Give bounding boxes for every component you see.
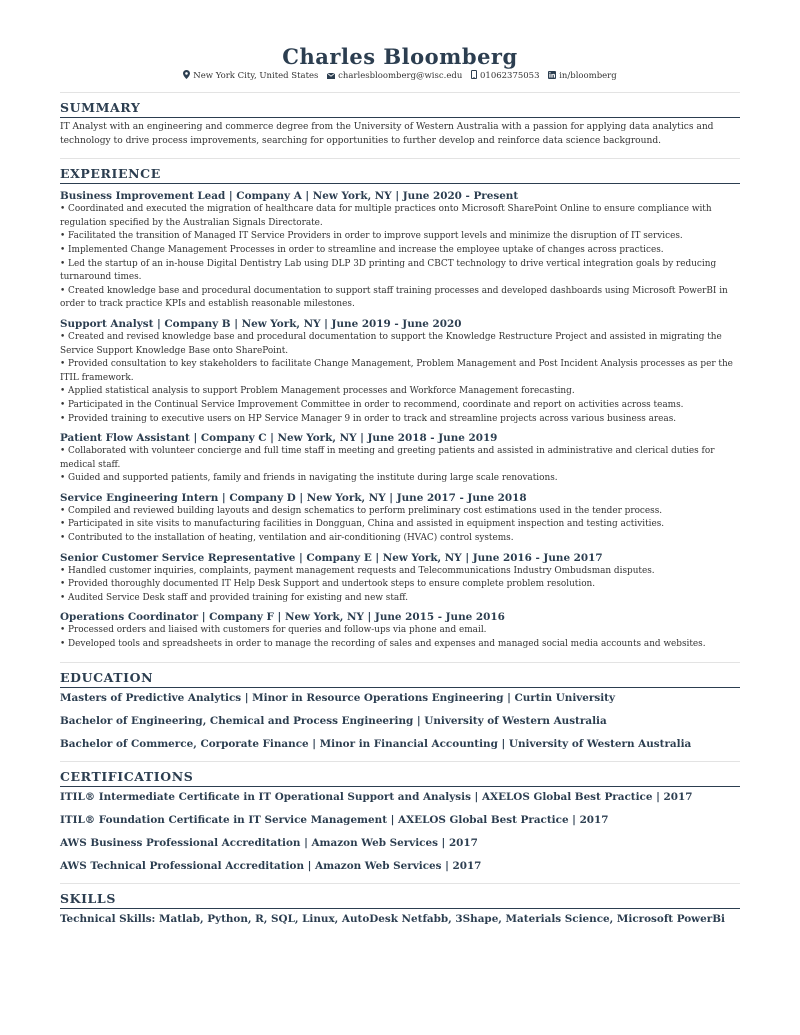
job-bullet: • Audited Service Desk staff and provided training for existing and new staff. — [60, 592, 409, 603]
job-bullet: • Processed orders and liaised with customers for queries and follow-ups via phone and email. — [60, 625, 487, 636]
contact-location — [183, 70, 318, 82]
job-bullets — [60, 565, 740, 606]
job-title: Business Improvement Lead | Company A | New York, NY | June 2020 - Present — [60, 190, 519, 203]
job-bullet: • Participated in the Continual Service Improvement Committee in order to recommend, coordinate and report on activities across teams. — [60, 399, 684, 410]
certification-item: AWS Business Professional Accreditation | Amazon Web Services | 2017 — [60, 836, 478, 849]
job-bullet: • Compiled and reviewed building layouts and design schematics to perform preliminary cost estimations used in the tender process. — [60, 505, 663, 516]
email-text: charlesbloomberg@wisc.edu — [338, 71, 463, 81]
job-bullet: • Contributed to the installation of heating, ventilation and air-conditioning (HVAC) control systems. — [60, 533, 514, 544]
job-bullet: • Provided thoroughly documented IT Help Desk Support and undertook steps to ensure complete problem resolution. — [60, 579, 596, 590]
map-pin-icon — [183, 70, 190, 79]
location-text: New York City, United States — [193, 71, 319, 81]
job-bullets — [60, 505, 740, 546]
job-bullet: • Provided consultation to key stakeholders to facilitate Change Management, Problem Management and Post Incident Analysis processes as per the ITIL framework. — [60, 359, 733, 383]
job-bullet: • Coordinated and executed the migration of healthcare data for multiple practices onto Microsoft SharePoint Online to ensure compliance with regulation specified by the Australian Signals Directorate. — [60, 204, 712, 228]
job-entry — [60, 317, 740, 426]
section-title-certifications: CERTIFICATIONS — [60, 769, 740, 787]
job-bullet: • Created knowledge base and procedural documentation to support staff training processes and developed dashboards using Microsoft PowerBI in order to track practice KPIs and establish reasonable milestones. — [60, 285, 728, 310]
skills-section — [60, 891, 740, 926]
linkedin-icon — [548, 71, 556, 79]
contact-linkedin[interactable] — [548, 70, 617, 82]
job-title: Support Analyst | Company B | New York, NY | June 2019 - June 2020 — [60, 317, 462, 330]
job-entry — [60, 551, 740, 606]
job-bullets — [60, 203, 740, 312]
section-title-summary: SUMMARY — [60, 100, 740, 118]
job-bullet: • Handled customer inquiries, complaints, payment management requests and Telecommunications Industry Ombudsman disputes. — [60, 565, 655, 576]
job-bullets — [60, 445, 740, 486]
candidate-name: Charles Bloomberg — [282, 44, 518, 69]
job-bullet: • Implemented Change Management Processes in order to streamline and increase the employee uptake of changes across practices. — [60, 244, 664, 255]
job-bullets — [60, 624, 740, 651]
job-bullet: • Applied statistical analysis to support Problem Management processes and Workforce Management forecasting. — [60, 386, 575, 397]
certification-item: ITIL® Intermediate Certificate in IT Operational Support and Analysis | AXELOS Global Best Practice | 2017 — [60, 790, 693, 803]
experience-section — [60, 166, 740, 651]
summary-section — [60, 100, 740, 148]
summary-text: IT Analyst with an engineering and commerce degree from the University of Western Australia with a passion for applying data analytics and technology to drive process improvements, searching for opportunities to further develop and reinforce data science background. — [60, 122, 714, 146]
education-item: Masters of Predictive Analytics | Minor in Resource Operations Engineering | Curtin University — [60, 691, 616, 704]
education-section — [60, 670, 740, 751]
job-title: Senior Customer Service Representative | Company E | New York, NY | June 2016 - June 2017 — [60, 551, 603, 564]
divider — [60, 662, 740, 663]
divider — [60, 92, 740, 93]
job-entry — [60, 431, 740, 486]
job-bullets — [60, 331, 740, 426]
job-bullet: • Created and revised knowledge base and procedural documentation to support the Knowledge Restructure Project and assisted in migrating the Service Support Knowledge Base onto SharePoint. — [60, 331, 722, 356]
divider — [60, 761, 740, 762]
contact-line — [60, 70, 740, 82]
job-bullet: • Provided training to executive users on HP Service Manager 9 in order to track and streamline projects across various business areas. — [60, 413, 677, 424]
divider — [60, 158, 740, 159]
section-title-education: EDUCATION — [60, 670, 740, 688]
job-bullet: • Collaborated with volunteer concierge and full time staff in meeting and greeting patients and assisted in administrative and clerical duties for medical staff. — [60, 446, 715, 470]
certification-item: ITIL® Foundation Certificate in IT Service Management | AXELOS Global Best Practice | 2017 — [60, 813, 609, 826]
mobile-phone-icon — [471, 70, 477, 79]
job-entry — [60, 491, 740, 546]
education-item: Bachelor of Commerce, Corporate Finance | Minor in Financial Accounting | University of Western Australia — [60, 737, 692, 750]
job-bullet: • Guided and supported patients, family and friends in navigating the institute during large scale renovations. — [60, 473, 558, 484]
job-bullet: • Participated in site visits to manufacturing facilities in Dongguan, China and assisted in equipment inspection and testing activities. — [60, 519, 665, 530]
certifications-section — [60, 769, 740, 873]
contact-email[interactable] — [327, 70, 462, 82]
job-title: Service Engineering Intern | Company D | New York, NY | June 2017 - June 2018 — [60, 491, 527, 504]
job-title: Operations Coordinator | Company F | New York, NY | June 2015 - June 2016 — [60, 611, 505, 624]
linkedin-text: in/bloomberg — [559, 71, 617, 81]
job-title: Patient Flow Assistant | Company C | New York, NY | June 2018 - June 2019 — [60, 432, 498, 445]
section-title-skills: SKILLS — [60, 891, 740, 909]
job-bullet: • Developed tools and spreadsheets in order to manage the recording of sales and expenses and managed social media accounts and websites. — [60, 639, 706, 650]
job-bullet: • Led the startup of an in-house Digital Dentistry Lab using DLP 3D printing and CBCT technology to drive vertical integration goals by reducing turnaround times. — [60, 258, 717, 283]
phone-text: 01062375053 — [480, 71, 540, 81]
job-bullet: • Facilitated the transition of Managed IT Service Providers in order to improve support levels and minimize the disruption of IT services. — [60, 231, 683, 242]
certification-item: AWS Technical Professional Accreditation | Amazon Web Services | 2017 — [60, 859, 482, 872]
education-item: Bachelor of Engineering, Chemical and Process Engineering | University of Western Australia — [60, 714, 607, 727]
section-title-experience: EXPERIENCE — [60, 166, 740, 184]
contact-phone[interactable] — [471, 70, 540, 82]
job-entry — [60, 610, 740, 651]
skills-text: Technical Skills: Matlab, Python, R, SQL, Linux, AutoDesk Netfabb, 3Shape, Materials Science, Microsoft PowerBi — [60, 912, 725, 925]
divider — [60, 883, 740, 884]
job-entry — [60, 189, 740, 312]
envelope-icon — [327, 73, 335, 79]
